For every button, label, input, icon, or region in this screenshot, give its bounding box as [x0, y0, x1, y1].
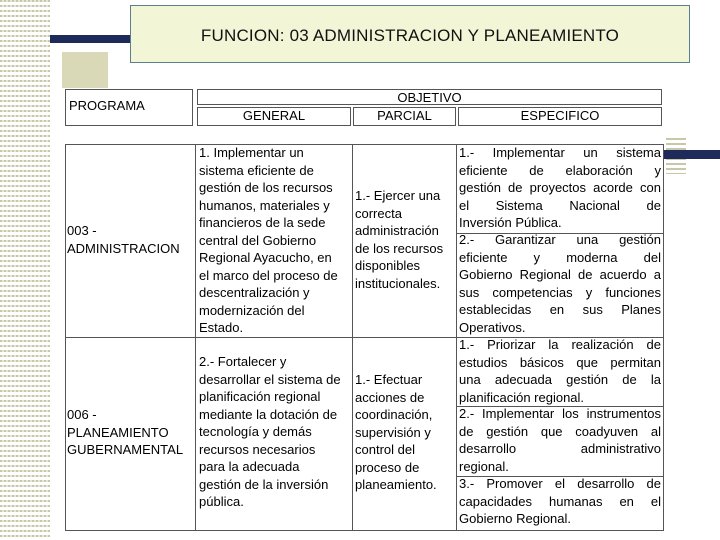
cell-text-line: Gobierno Regional.: [459, 511, 572, 526]
cell-text-line: una adecuada gestión de la: [459, 372, 661, 387]
header-general: [197, 107, 351, 126]
cell-text-line: gestión de proyectos acorde con: [459, 180, 661, 195]
cell-text-line: disponibles: [355, 258, 421, 273]
cell-text-line: supervisión y: [355, 424, 431, 440]
cell-text-line: humanos, materiales y: [199, 197, 330, 213]
cell-text-line: ADMINISTRACION: [67, 240, 180, 256]
cell-text-line: establecidas en sus Planes: [459, 302, 661, 317]
cell-text-line: 003 -: [67, 223, 97, 238]
cell-text-line: de los recursos: [355, 240, 444, 256]
cell-text-line: gestión de los recursos: [199, 180, 333, 195]
cell-text-line: 2.- Implementar los instrumentos: [459, 406, 661, 421]
cell-text-line: para la adecuada: [199, 459, 300, 474]
cell-text-line: 2.- Garantizar una gestión: [459, 232, 661, 247]
cell-text-line: Operativos.: [459, 319, 526, 335]
cell-text-line: 3.- Promover el desarrollo de: [459, 476, 661, 491]
cell-text-line: desarrollo administrativo: [459, 441, 661, 456]
cell-text-line: PLANEAMIENTO: [67, 424, 169, 440]
cell-text-line: central del Gobierno: [199, 232, 317, 248]
cell-text-line: de gestión que coadyuven al: [459, 423, 661, 439]
left-stripe-decoration: [0, 0, 50, 540]
cell-text-line: gestión de la inversión: [199, 476, 329, 492]
cell-text-line: estudios básicos que permitan: [459, 354, 661, 370]
row2-especifico-text-3: [459, 475, 661, 528]
cell-text-line: modernización del: [199, 302, 305, 318]
cell-text-line: 1.- Priorizar la realización de: [459, 337, 661, 352]
cell-text-line: coordinación,: [355, 407, 433, 422]
cell-text-line: 1. Implementar un: [199, 145, 304, 160]
cell-text-line: 1.- Implementar un sistema: [459, 145, 661, 160]
cell-text-line: capacidades humanas en el: [459, 493, 661, 509]
cell-text-line: financieros de la sede: [199, 215, 326, 230]
cell-text-line: 1.- Efectuar: [355, 372, 423, 387]
row1-parcial-text: [355, 187, 455, 292]
cell-text-line: Inversión Pública.: [459, 215, 562, 230]
row2-programa-text: [67, 406, 195, 459]
cell-text-line: Regional Ayacucho, en: [199, 250, 332, 265]
cell-text-line: pública.: [199, 494, 244, 509]
right-accent-bar: [664, 150, 720, 159]
title-box: [130, 5, 690, 63]
cell-text-line: mediante la dotación de: [199, 406, 338, 422]
header-objetivo: [197, 89, 662, 105]
cell-text-line: planificación regional: [199, 389, 321, 404]
header-parcial-label: PARCIAL: [377, 108, 432, 123]
cell-text-line: Estado.: [199, 320, 244, 335]
cell-text-line: planificación regional.: [459, 389, 585, 405]
objectives-table: [65, 144, 664, 531]
cell-text-line: sus competencias y funciones: [459, 284, 661, 300]
row1-general-text: [199, 144, 351, 337]
table-header: [65, 89, 662, 126]
cell-text-line: recursos necesarios: [199, 441, 316, 457]
cell-text-line: sistema eficiente de: [199, 162, 314, 178]
cell-text-line: acciones de: [355, 389, 425, 405]
cell-text-line: eficiente y moderna del: [459, 249, 661, 265]
row2-parcial-text: [355, 371, 455, 494]
cell-text-line: desarrollar el sistema de: [199, 371, 341, 387]
header-objetivo-label: OBJETIVO: [397, 90, 462, 105]
header-especifico-label: ESPECIFICO: [520, 108, 600, 123]
cell-text-line: 006 -: [67, 407, 97, 422]
beige-accent-block: [62, 52, 108, 88]
header-especifico: [458, 107, 662, 126]
cell-text-line: el Sistema Nacional de: [459, 197, 661, 213]
row2-especifico-text-2: [459, 405, 661, 475]
row1-programa-text: [67, 222, 195, 257]
cell-text-line: el marco del proceso de: [199, 267, 338, 283]
cell-text-line: control del: [355, 442, 415, 457]
cell-text-line: institucionales.: [355, 275, 441, 291]
cell-text-line: regional.: [459, 458, 509, 474]
cell-text-line: correcta: [355, 205, 402, 221]
header-general-label: GENERAL: [242, 108, 306, 123]
cell-text-line: GUBERNAMENTAL: [67, 442, 184, 457]
cell-text-line: 1.- Ejercer una: [355, 188, 441, 203]
cell-text-line: proceso de: [355, 459, 420, 475]
row1-especifico-text-1: [459, 144, 661, 232]
cell-text-line: 2.- Fortalecer y: [199, 354, 287, 369]
header-parcial: [353, 107, 456, 126]
header-programa-label: PROGRAMA: [69, 98, 145, 113]
header-programa: [65, 89, 193, 126]
page-title: FUNCION: 03 ADMINISTRACION Y PLANEAMIENTO: [200, 26, 620, 45]
cell-text-line: descentralización y: [199, 285, 310, 300]
left-accent-bar: [50, 35, 130, 43]
row1-especifico-text-2: [459, 231, 661, 336]
cell-text-line: administración: [355, 223, 439, 238]
row2-especifico-text-1: [459, 336, 661, 406]
cell-text-line: planeamiento.: [355, 477, 437, 492]
row2-general-text: [199, 353, 351, 511]
cell-text-line: eficiente de elaboración y: [459, 162, 661, 178]
cell-text-line: tecnología y demás: [199, 424, 312, 439]
cell-text-line: Gobierno Regional de acuerdo a: [459, 267, 661, 282]
